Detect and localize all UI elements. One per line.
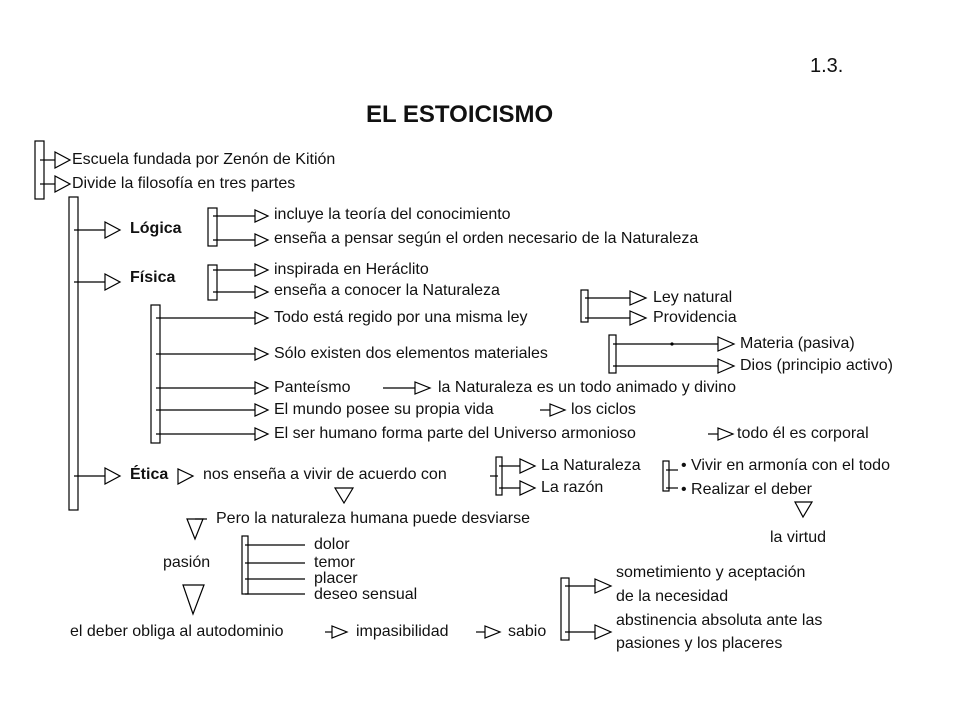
sage-trait-line: abstinencia absoluta ante las (616, 612, 823, 629)
ley-bracket (581, 290, 646, 325)
passion-item: dolor (314, 536, 350, 553)
chain-sabio: sabio (508, 623, 547, 640)
logica-bracket (208, 208, 268, 246)
sage-trait-line: pasiones y los placeres (616, 635, 783, 652)
fisica-label: Física (130, 269, 176, 286)
passion-item: temor (314, 554, 355, 571)
panteismo-result: la Naturaleza es un todo animado y divino (438, 379, 736, 396)
intro-bracket (35, 141, 70, 199)
intro-school: Escuela fundada por Zenón de Kitión (72, 151, 336, 168)
fisica-point-mundo: El mundo posee su propia vida (274, 401, 494, 418)
materiales-branch: Dios (principio activo) (740, 357, 893, 374)
deviation-text: Pero la naturaleza humana puede desviarse (216, 510, 530, 527)
ley-branch: Providencia (653, 309, 737, 326)
etica-branch: La Naturaleza (541, 457, 641, 474)
fisica-item: enseña a conocer la Naturaleza (274, 282, 500, 299)
logica-item: incluye la teoría del conocimiento (274, 206, 511, 223)
fisica-point-materiales: Sólo existen dos elementos materiales (274, 345, 548, 362)
page-number: 1.3. (810, 55, 844, 77)
intro-division: Divide la filosofía en tres partes (72, 175, 296, 192)
fisica-point-ley: Todo está regido por una misma ley (274, 309, 528, 326)
virtue-label: la virtud (770, 529, 827, 546)
fisica-sub-bracket (151, 305, 268, 443)
fisica-point-panteismo: Panteísmo (274, 379, 351, 396)
fisica-point-ser-humano: El ser humano forma parte del Universo armonioso (274, 425, 636, 442)
fisica-bracket (208, 264, 268, 300)
sage-trait-line: sometimiento y aceptación (616, 564, 806, 581)
etica-branch: La razón (541, 479, 604, 496)
logica-label: Lógica (130, 220, 182, 237)
sage-trait-line: de la necesidad (616, 588, 729, 605)
etica-duty: • Vivir en armonía con el todo (681, 457, 890, 474)
etica-label: Ética (130, 466, 169, 483)
etica-duty: • Realizar el deber (681, 481, 812, 498)
logica-item: enseña a pensar según el orden necesario de la Naturaleza (274, 230, 699, 247)
ley-branch: Ley natural (653, 289, 733, 306)
chain-impasibilidad: impasibilidad (356, 623, 449, 640)
etica-lead: nos enseña a vivir de acuerdo con (203, 466, 447, 483)
materiales-branch: Materia (pasiva) (740, 335, 855, 352)
passion-label: pasión (163, 554, 211, 571)
main-spine-bracket (69, 197, 120, 510)
materiales-bracket (609, 335, 734, 373)
page-title: EL ESTOICISMO (366, 101, 554, 128)
passion-item: deseo sensual (314, 586, 418, 603)
passion-item: placer (314, 570, 358, 587)
fisica-item: inspirada en Heráclito (274, 261, 429, 278)
chain-duty: el deber obliga al autodominio (70, 623, 284, 640)
ser-humano-result: todo él es corporal (737, 425, 869, 442)
mundo-result: los ciclos (571, 401, 636, 418)
